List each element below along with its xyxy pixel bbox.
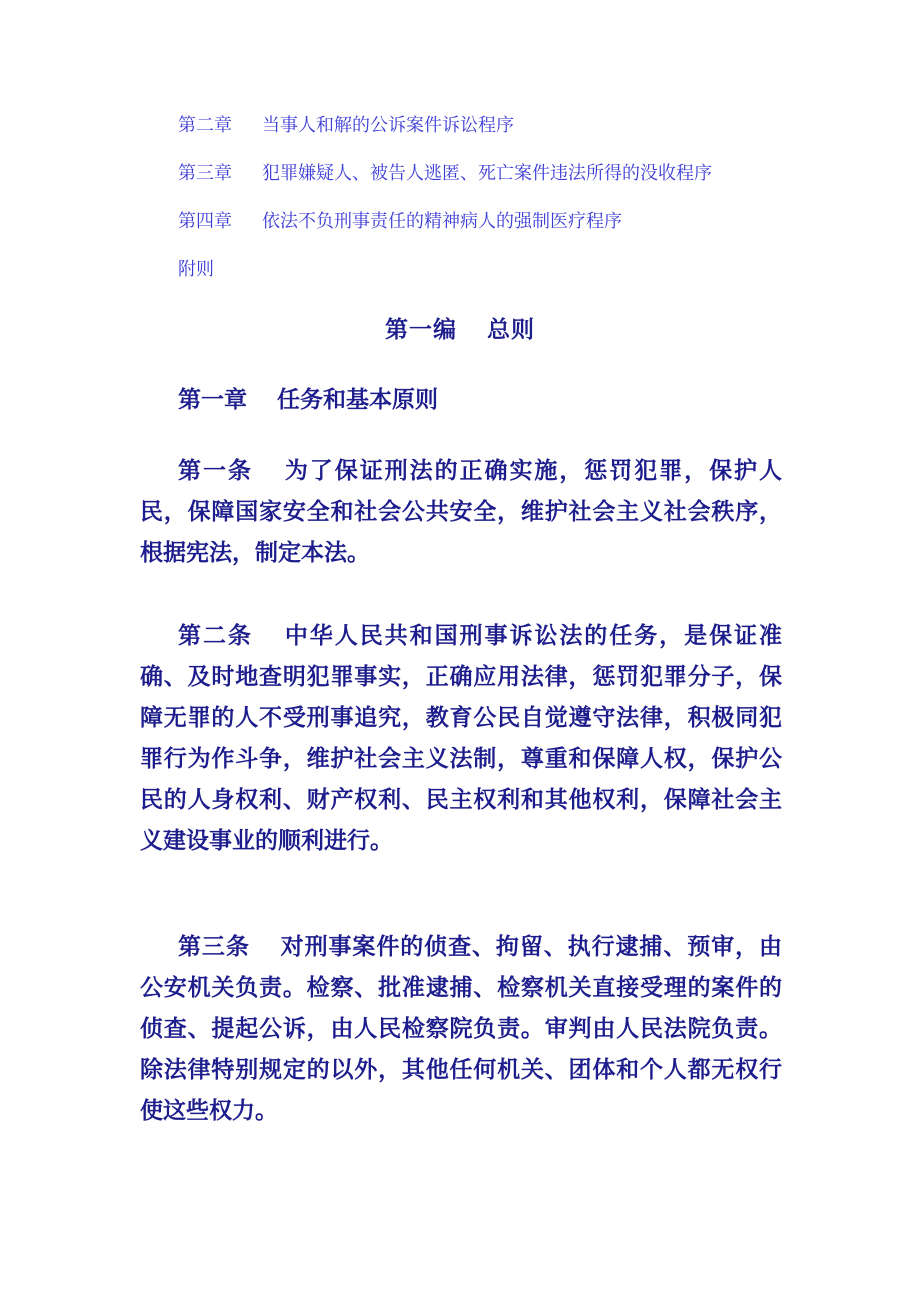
article-3 <box>140 926 782 1131</box>
article-2 <box>140 615 782 861</box>
toc-chapter-label: 第三章 <box>178 163 232 184</box>
toc-chapter-label: 第二章 <box>178 115 232 136</box>
part-label: 第一编 <box>385 316 457 343</box>
part-title <box>0 314 920 346</box>
article-text: 中华人民共和国刑事诉讼法的任务，是保证准确、及时地查明犯罪事实，正确应用法律，惩罚犯罪分子，保障无罪的人不受刑事追究，教育公民自觉遵守法律，积极同犯罪行为作斗争，维护社会主义法制，尊重和保障人权，保护公民的人身权利、财产权利、民主权利和其他权利，保障社会主义建设事业的顺利进行。 <box>140 622 783 854</box>
article-text: 对刑事案件的侦查、拘留、执行逮捕、预审，由公安机关负责。检察、批准逮捕、检察机关直接受理的案件的侦查、提起公诉，由人民检察院负责。审判由人民法院负责。除法律特别规定的以外，其他任何机关、团体和个人都无权行使这些权力。 <box>140 933 783 1124</box>
chapter-name: 任务和基本原则 <box>277 386 438 413</box>
article-1 <box>140 450 782 573</box>
article-label: 第二条 <box>178 622 253 649</box>
part-name: 总则 <box>487 316 535 343</box>
article-label: 第三条 <box>178 933 250 960</box>
toc-chapter-label: 第四章 <box>178 211 232 232</box>
toc-item-supplementary <box>178 257 214 283</box>
chapter-label: 第一章 <box>178 386 247 413</box>
toc-item-chapter-3 <box>178 161 712 187</box>
chapter-title <box>178 384 438 416</box>
article-text: 为了保证刑法的正确实施，惩罚犯罪，保护人民，保障国家安全和社会公共安全，维护社会主义社会秩序，根据宪法，制定本法。 <box>140 457 783 566</box>
toc-chapter-title: 犯罪嫌疑人、被告人逃匿、死亡案件违法所得的没收程序 <box>262 163 712 184</box>
toc-chapter-label: 附则 <box>178 259 214 280</box>
toc-item-chapter-4 <box>178 209 622 235</box>
toc-chapter-title: 当事人和解的公诉案件诉讼程序 <box>262 115 514 136</box>
toc-chapter-title: 依法不负刑事责任的精神病人的强制医疗程序 <box>262 211 622 232</box>
article-label: 第一条 <box>178 457 253 484</box>
toc-item-chapter-2 <box>178 113 514 139</box>
